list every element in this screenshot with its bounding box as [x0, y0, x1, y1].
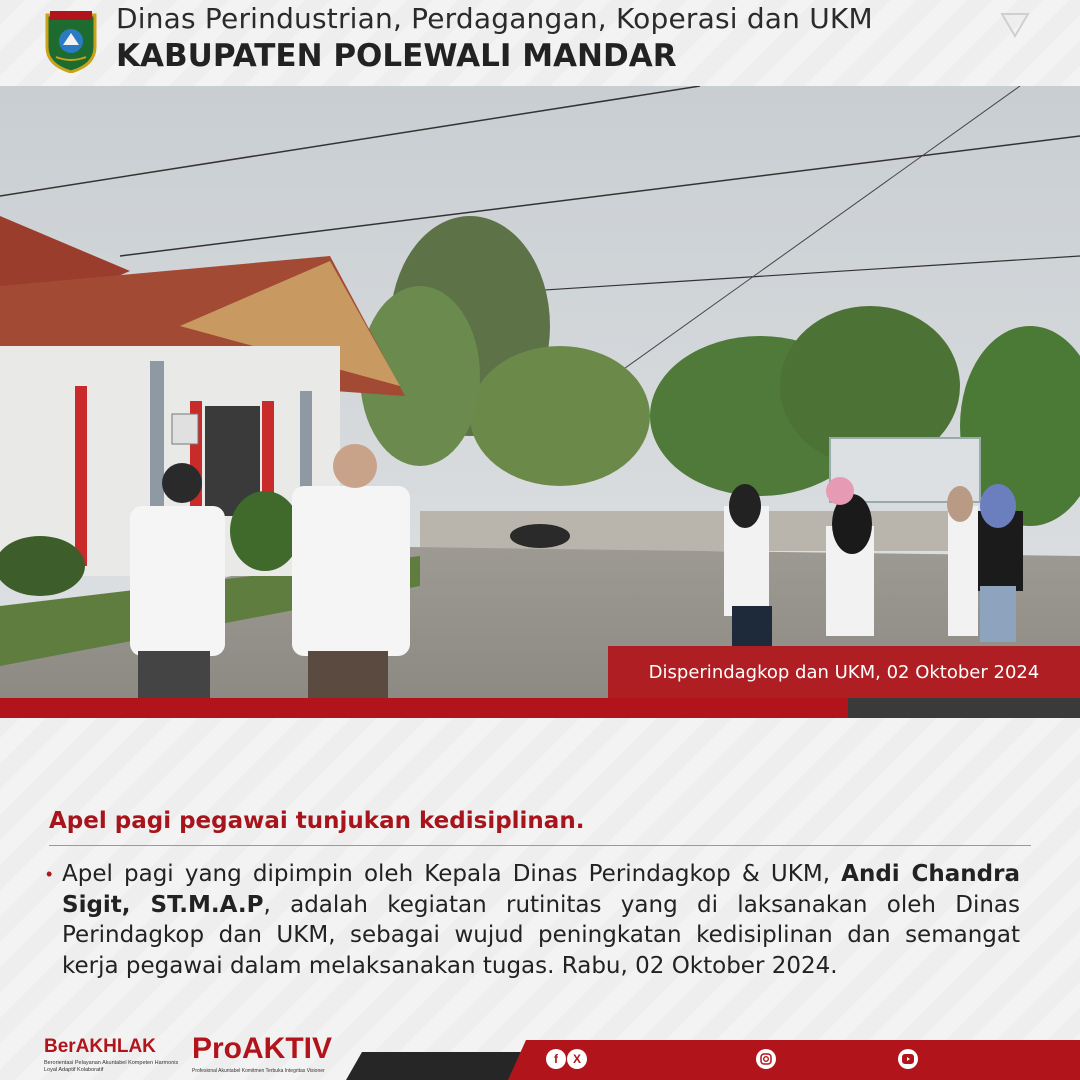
body-text-part1: Apel pagi yang dipimpin oleh Kepala Dinas Perindagkop & UKM,: [62, 861, 842, 887]
facebook-icon[interactable]: f: [546, 1049, 566, 1069]
berakhlak-subtitle: Berorientasi Pelayanan Akuntabel Kompeten Harmonis Loyal Adaptif Kolaboratif: [44, 1060, 179, 1073]
article-headline: Apel pagi pegawai tunjukan kedisiplinan.: [49, 808, 585, 834]
header: [0, 0, 1080, 86]
photo-caption: Disperindagkop dan UKM, 02 Oktober 2024: [608, 646, 1080, 698]
instagram-icon[interactable]: [756, 1049, 776, 1069]
org-name-line2: KABUPATEN POLEWALI MANDAR: [116, 38, 677, 74]
org-name-line1: Dinas Perindustrian, Perdagangan, Koperasi dan UKM: [116, 2, 873, 35]
body-text-part2: , adalah kegiatan rutinitas yang di laksanakan oleh Dinas Perindagkop dan UKM, sebagai wujud peningkatan kedisiplinan dan semangat kerja pegawai dalam melaksanakan tugas. Rabu, 02 Oktober 2024.: [62, 891, 1021, 979]
event-photo: [0, 86, 1080, 698]
proaktiv-logo: [192, 1024, 352, 1074]
bullet-icon: •: [46, 864, 53, 884]
leader-name: Andi Chandra Sigit, ST.M.A.P: [62, 861, 1020, 918]
youtube-icon[interactable]: [898, 1049, 918, 1069]
footer-red-band: [508, 1040, 1080, 1080]
x-icon[interactable]: X: [567, 1049, 587, 1069]
accent-bar-red: [0, 698, 848, 718]
proaktiv-title: ProAKTIV: [192, 1032, 333, 1065]
berakhlak-title: BerAKHLAK: [44, 1036, 156, 1057]
accent-bar-dark: [848, 698, 1080, 718]
article-body: [62, 859, 1020, 981]
regency-logo-icon: [44, 9, 98, 73]
berakhlak-logo: [44, 1020, 179, 1074]
divider: [49, 845, 1031, 846]
proaktiv-subtitle: Profesional Akuntabel Komitmen Terbuka Integritas Visioner: [192, 1068, 325, 1074]
triangle-decoration-icon: [1000, 12, 1030, 38]
